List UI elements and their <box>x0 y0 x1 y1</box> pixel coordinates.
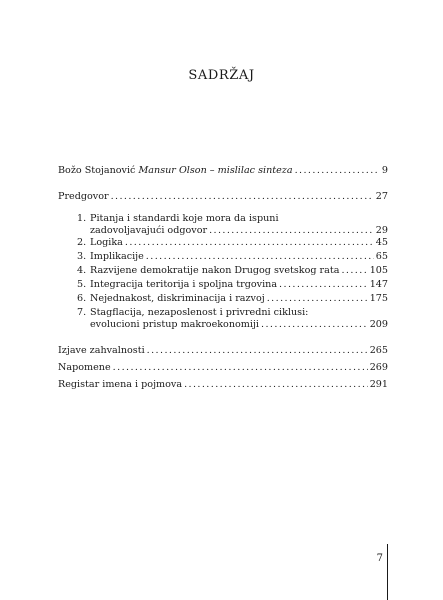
toc-entry-label: Napomene <box>58 362 111 373</box>
chapter-number: 3. <box>77 251 87 262</box>
margin-rule <box>387 544 388 600</box>
chapter-number: 2. <box>77 237 87 248</box>
toc-entry-napomene[interactable] <box>58 362 388 374</box>
toc-entry-label-line1: Pitanja i standardi koje mora da ispuni <box>90 213 279 224</box>
page-number: 7 <box>376 553 383 564</box>
toc-entry-chapter-4[interactable] <box>58 265 388 277</box>
leader-dots <box>341 265 367 277</box>
toc-page-number: 9 <box>381 165 388 176</box>
chapter-number: 6. <box>77 293 87 304</box>
toc-entry-introduction[interactable] <box>58 165 388 177</box>
toc-entry-predgovor[interactable] <box>58 191 388 203</box>
toc-author: Božo Stojanović <box>58 165 136 176</box>
leader-dots <box>295 165 380 177</box>
toc-entry-label: Implikacije <box>90 251 144 262</box>
toc-page-number: 269 <box>369 362 388 373</box>
table-of-contents <box>58 165 388 393</box>
leader-dots <box>184 379 368 391</box>
toc-entry-label: Razvijene demokratije nakon Drugog svetskog rata <box>90 265 340 276</box>
toc-page-number: 29 <box>375 225 388 236</box>
toc-page-number: 147 <box>369 279 388 290</box>
leader-dots <box>261 319 368 331</box>
leader-dots <box>125 237 374 249</box>
toc-entry-izjave-zahvalnosti[interactable] <box>58 345 388 357</box>
toc-page-number: 175 <box>369 293 388 304</box>
toc-page-number: 65 <box>375 251 388 262</box>
toc-entry-label: Izjave zahvalnosti <box>58 345 145 356</box>
toc-entry-label <box>58 165 293 177</box>
toc-entry-chapter-1[interactable] <box>58 213 388 237</box>
chapter-number: 4. <box>77 265 87 276</box>
toc-entry-chapter-6[interactable] <box>58 293 388 305</box>
page-title: SADRŽAJ <box>188 68 255 83</box>
leader-dots <box>111 191 374 203</box>
toc-page-number: 27 <box>375 191 388 202</box>
toc-entry-label: Nejednakost, diskriminacija i razvoj <box>90 293 265 304</box>
toc-entry-label: Registar imena i pojmova <box>58 379 183 390</box>
leader-dots <box>146 251 374 263</box>
toc-italic-title: Mansur Olson – mislilac sinteza <box>138 165 293 176</box>
toc-page-number: 105 <box>369 265 388 276</box>
toc-entry-registar[interactable] <box>58 379 388 391</box>
toc-entry-label: Logika <box>90 237 123 248</box>
toc-page-number: 45 <box>375 237 388 248</box>
toc-entry-label: Predgovor <box>58 191 109 202</box>
leader-dots <box>279 279 368 291</box>
toc-page-number: 265 <box>369 345 388 356</box>
toc-page-number: 291 <box>369 379 388 390</box>
toc-page-number: 209 <box>369 319 388 330</box>
toc-entry-chapter-5[interactable] <box>58 279 388 291</box>
leader-dots <box>147 345 368 357</box>
chapter-number: 1. <box>77 213 87 224</box>
toc-entry-label-line2: evolucioni pristup makroekonomiji <box>90 319 260 330</box>
toc-entry-chapter-7[interactable] <box>58 307 388 331</box>
toc-entry-chapter-3[interactable] <box>58 251 388 263</box>
chapter-number: 5. <box>77 279 87 290</box>
toc-entry-label-line1: Stagflacija, nezaposlenost i privredni ciklusi: <box>90 307 309 318</box>
leader-dots <box>209 225 374 237</box>
toc-entry-chapter-2[interactable] <box>58 237 388 249</box>
toc-entry-label-line2: zadovoljavajući odgovor <box>90 225 208 236</box>
toc-entry-label: Integracija teritorija i spoljna trgovina <box>90 279 278 290</box>
leader-dots <box>267 293 368 305</box>
leader-dots <box>113 362 368 374</box>
chapter-number: 7. <box>77 307 87 318</box>
